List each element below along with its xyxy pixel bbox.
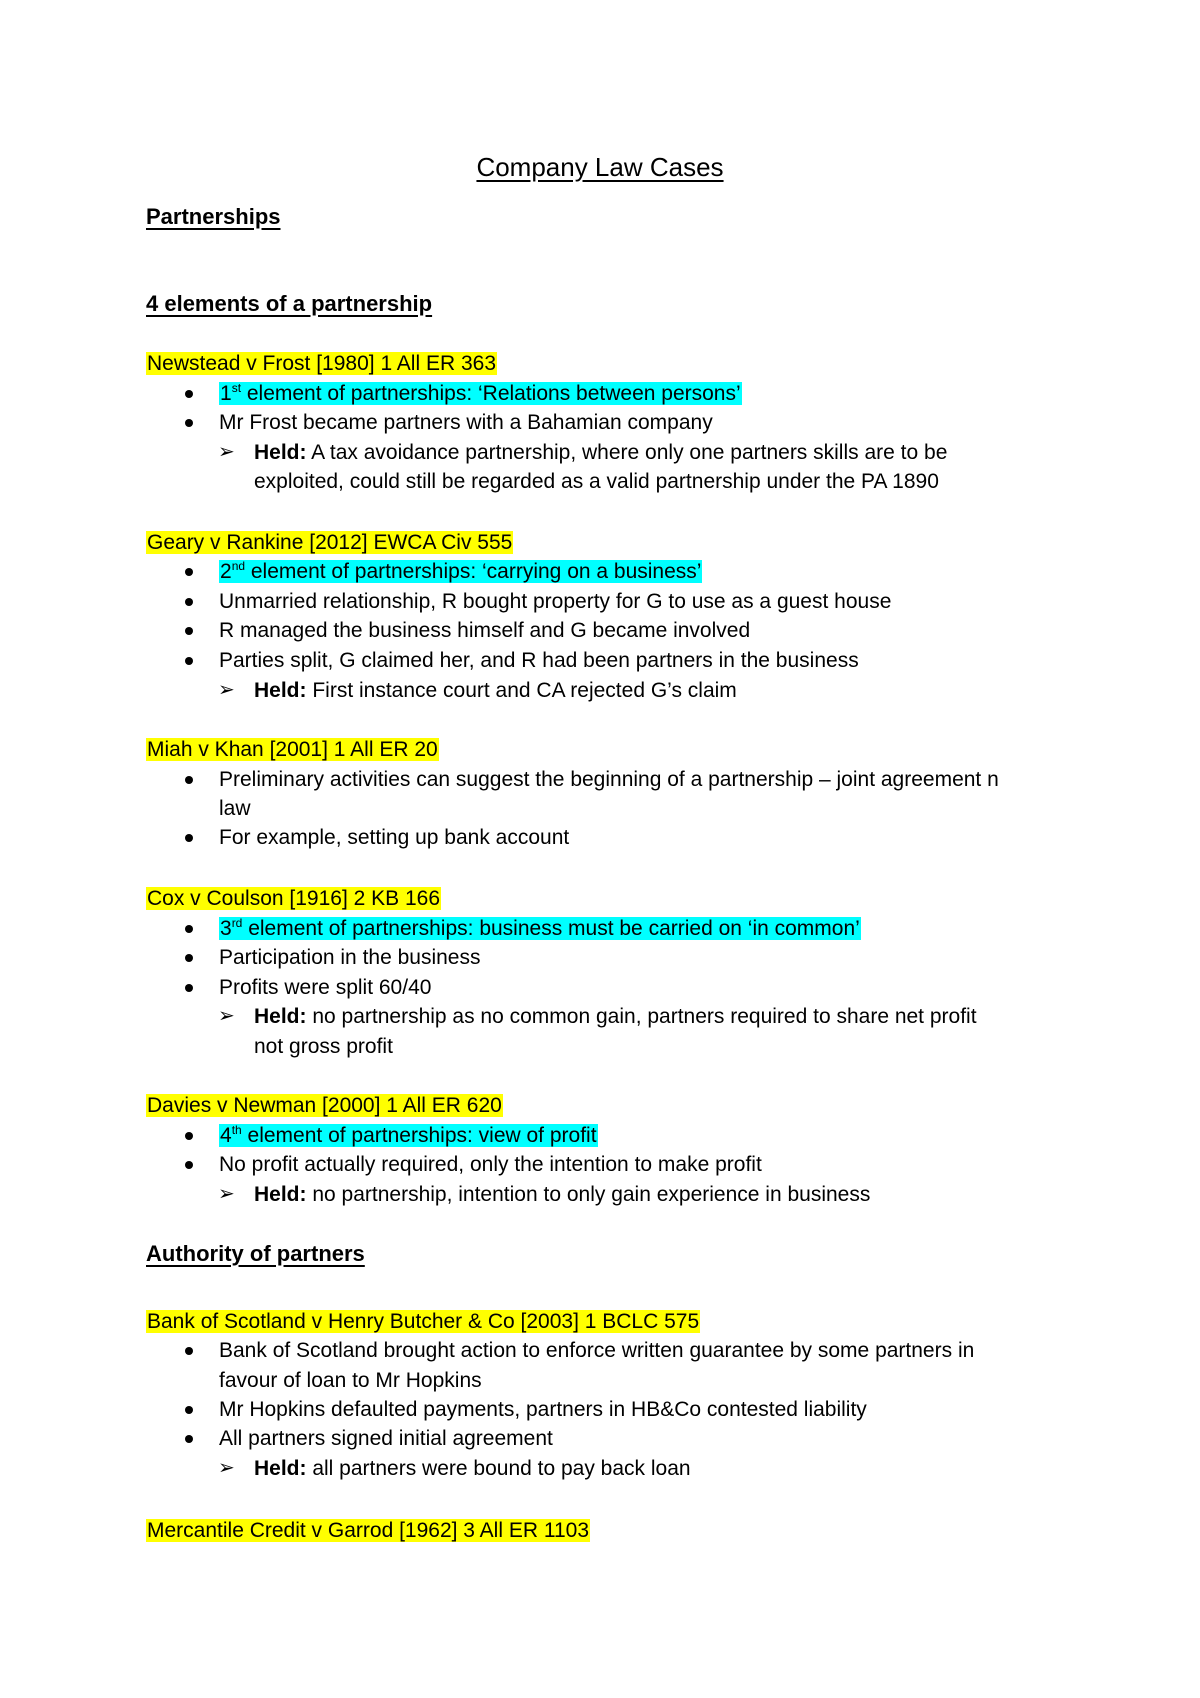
case-title-cox: Cox v Coulson [1916] 2 KB 166 <box>147 887 441 910</box>
arrow-bullet-icon: ➢ <box>218 679 235 701</box>
bullet-text: 3rd element of partnerships: business must be carried on ‘in common’ <box>220 916 860 940</box>
heading-authority: Authority of partners <box>146 1241 365 1266</box>
bullet-text: 2nd element of partnerships: ‘carrying on a business’ <box>220 559 702 583</box>
arrow-bullet-icon: ➢ <box>218 441 235 463</box>
bullet-text-cont: favour of loan to Mr Hopkins <box>219 1369 482 1392</box>
bullet-icon <box>185 587 193 616</box>
heading-partnerships: Partnerships <box>146 204 281 229</box>
bullet-icon <box>185 1150 193 1179</box>
bullet-text: 4th element of partnerships: view of profit <box>220 1123 597 1147</box>
arrow-bullet-icon: ➢ <box>218 1457 235 1479</box>
bullet-icon <box>185 1121 193 1150</box>
bullet-text: R managed the business himself and G became involved <box>219 619 751 642</box>
bullet-icon <box>185 408 193 437</box>
bullet-text-cont: law <box>219 797 251 820</box>
case-title-geary: Geary v Rankine [2012] EWCA Civ 555 <box>147 531 513 554</box>
bullet-icon <box>185 1395 193 1424</box>
held-text: Held: no partnership, intention to only gain experience in business <box>254 1183 871 1206</box>
bullet-icon <box>185 914 193 943</box>
arrow-bullet-icon: ➢ <box>218 1005 235 1027</box>
bullet-icon <box>185 557 193 586</box>
document-title: Company Law Cases <box>476 152 724 182</box>
held-text: Held: all partners were bound to pay back loan <box>254 1457 691 1480</box>
heading-elements: 4 elements of a partnership <box>146 291 433 316</box>
bullet-text: Parties split, G claimed her, and R had been partners in the business <box>219 649 859 672</box>
bullet-icon <box>185 1424 193 1453</box>
held-text-cont: not gross profit <box>254 1035 393 1058</box>
bullet-icon <box>185 616 193 645</box>
bullet-text: 1st element of partnerships: ‘Relations between persons’ <box>220 381 741 405</box>
bullet-icon <box>185 646 193 675</box>
bullet-icon <box>185 1336 193 1365</box>
bullet-text: For example, setting up bank account <box>219 826 570 849</box>
case-title-newstead: Newstead v Frost [1980] 1 All ER 363 <box>147 352 497 375</box>
bullet-text: Profits were split 60/40 <box>219 976 432 999</box>
arrow-bullet-icon: ➢ <box>218 1183 235 1205</box>
held-text: Held: First instance court and CA rejected G’s claim <box>254 679 737 702</box>
bullet-text: No profit actually required, only the intention to make profit <box>219 1153 762 1176</box>
bullet-icon <box>185 823 193 852</box>
bullet-text: Mr Frost became partners with a Bahamian company <box>219 411 713 434</box>
bullet-text: Participation in the business <box>219 946 481 969</box>
bullet-text: Preliminary activities can suggest the beginning of a partnership – joint agreement n <box>219 768 999 791</box>
case-title-davies: Davies v Newman [2000] 1 All ER 620 <box>147 1094 502 1117</box>
bullet-text: Bank of Scotland brought action to enforce written guarantee by some partners in <box>219 1339 975 1362</box>
held-text-cont: exploited, could still be regarded as a valid partnership under the PA 1890 <box>254 470 939 493</box>
held-text: Held: no partnership as no common gain, partners required to share net profit <box>254 1005 977 1028</box>
held-text: Held: A tax avoidance partnership, where only one partners skills are to be <box>254 441 948 464</box>
case-title-bank-of-scotland: Bank of Scotland v Henry Butcher & Co [2003] 1 BCLC 575 <box>147 1310 700 1333</box>
bullet-text: Unmarried relationship, R bought property for G to use as a guest house <box>219 590 892 613</box>
bullet-text: All partners signed initial agreement <box>219 1427 553 1450</box>
case-title-mercantile: Mercantile Credit v Garrod [1962] 3 All ER 1103 <box>147 1519 589 1542</box>
bullet-text: Mr Hopkins defaulted payments, partners in HB&Co contested liability <box>219 1398 867 1421</box>
bullet-icon <box>185 943 193 972</box>
bullet-icon <box>185 765 193 794</box>
case-title-miah: Miah v Khan [2001] 1 All ER 20 <box>147 738 438 761</box>
bullet-icon <box>185 379 193 408</box>
bullet-icon <box>185 973 193 1002</box>
